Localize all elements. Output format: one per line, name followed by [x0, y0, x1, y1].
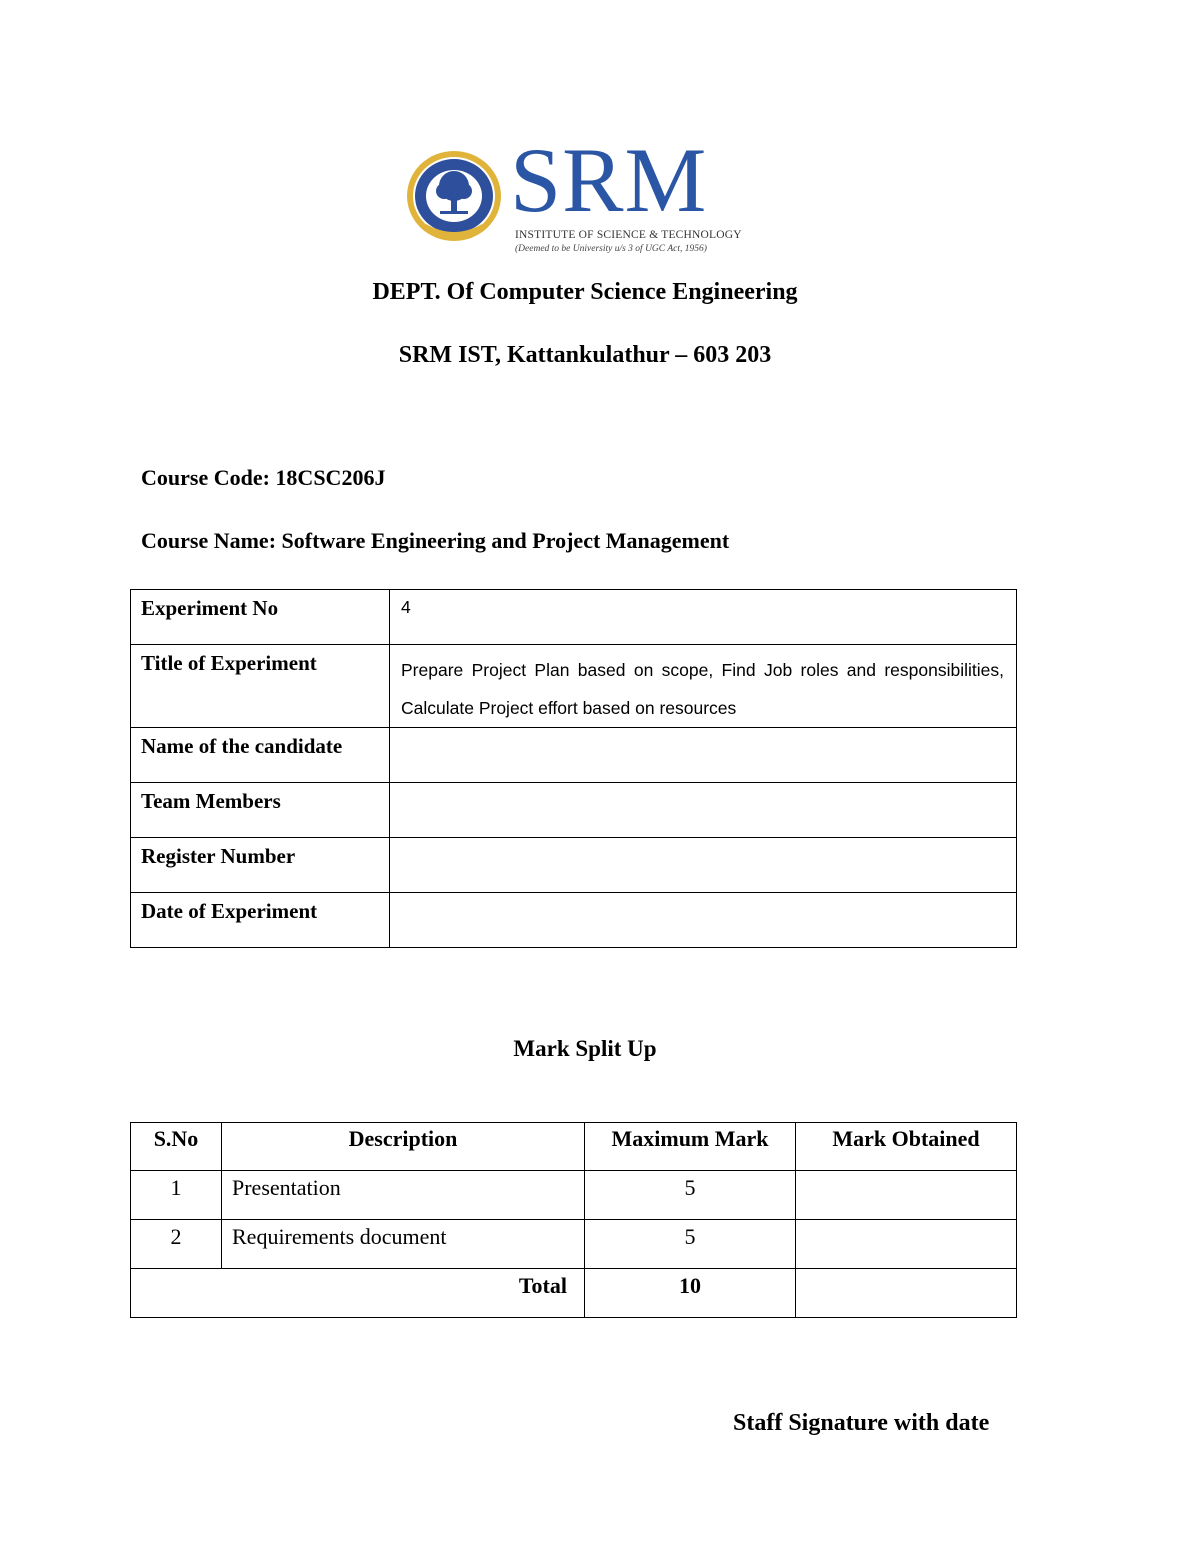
description-header: Description: [222, 1123, 585, 1171]
register-number-label: Register Number: [131, 838, 390, 893]
dept-heading: DEPT. Of Computer Science Engineering: [372, 279, 798, 305]
mark-obtained-cell[interactable]: [796, 1171, 1017, 1220]
mark-obtained-header: Mark Obtained: [796, 1123, 1017, 1171]
course-code: Course Code: 18CSC206J: [141, 465, 386, 490]
mark-obtained-cell[interactable]: [796, 1220, 1017, 1269]
candidate-name-label: Name of the candidate: [131, 728, 390, 783]
total-obtained-cell[interactable]: [796, 1269, 1017, 1318]
team-members-label: Team Members: [131, 783, 390, 838]
experiment-title-value: Prepare Project Plan based on scope, Find Job roles and responsibilities, Calculate Project effort based on resources: [390, 645, 1017, 728]
experiment-title-label: Title of Experiment: [131, 645, 390, 728]
experiment-no-label: Experiment No: [131, 590, 390, 645]
description-cell: Requirements document: [222, 1220, 585, 1269]
table-row: [131, 838, 1017, 893]
table-row: [131, 728, 1017, 783]
experiment-date-value[interactable]: [390, 893, 1017, 948]
srm-wordmark: SRM: [510, 129, 708, 231]
table-row: [131, 645, 1017, 728]
experiment-date-label: Date of Experiment: [131, 893, 390, 948]
max-mark-cell: 5: [585, 1220, 796, 1269]
total-label: Total: [131, 1269, 585, 1318]
max-mark-cell: 5: [585, 1171, 796, 1220]
table-row: [131, 783, 1017, 838]
experiment-info-table: [130, 589, 1017, 948]
table-row: [131, 1220, 1017, 1269]
experiment-no-value: 4: [390, 590, 1017, 645]
table-row: [131, 893, 1017, 948]
staff-signature-label: Staff Signature with date: [733, 1410, 990, 1436]
total-row: [131, 1269, 1017, 1318]
maximum-mark-header: Maximum Mark: [585, 1123, 796, 1171]
team-members-value[interactable]: [390, 783, 1017, 838]
mark-split-table: [130, 1122, 1017, 1318]
mark-split-title: Mark Split Up: [513, 1036, 657, 1061]
srm-seal-emblem: [404, 148, 504, 244]
table-row: [131, 590, 1017, 645]
description-cell: Presentation: [222, 1171, 585, 1220]
srm-logo: [404, 129, 742, 260]
sno-cell: 2: [131, 1220, 222, 1269]
total-max-cell: 10: [585, 1269, 796, 1318]
course-name: Course Name: Software Engineering and Project Management: [141, 528, 730, 553]
table-row: [131, 1171, 1017, 1220]
logo-subtitle: INSTITUTE OF SCIENCE & TECHNOLOGY: [515, 229, 742, 241]
table-header-row: [131, 1123, 1017, 1171]
sno-header: S.No: [131, 1123, 222, 1171]
address-heading: SRM IST, Kattankulathur – 603 203: [398, 342, 772, 368]
sno-cell: 1: [131, 1171, 222, 1220]
register-number-value[interactable]: [390, 838, 1017, 893]
candidate-name-value[interactable]: [390, 728, 1017, 783]
logo-tagline: (Deemed to be University u/s 3 of UGC Act, 1956): [515, 244, 707, 254]
